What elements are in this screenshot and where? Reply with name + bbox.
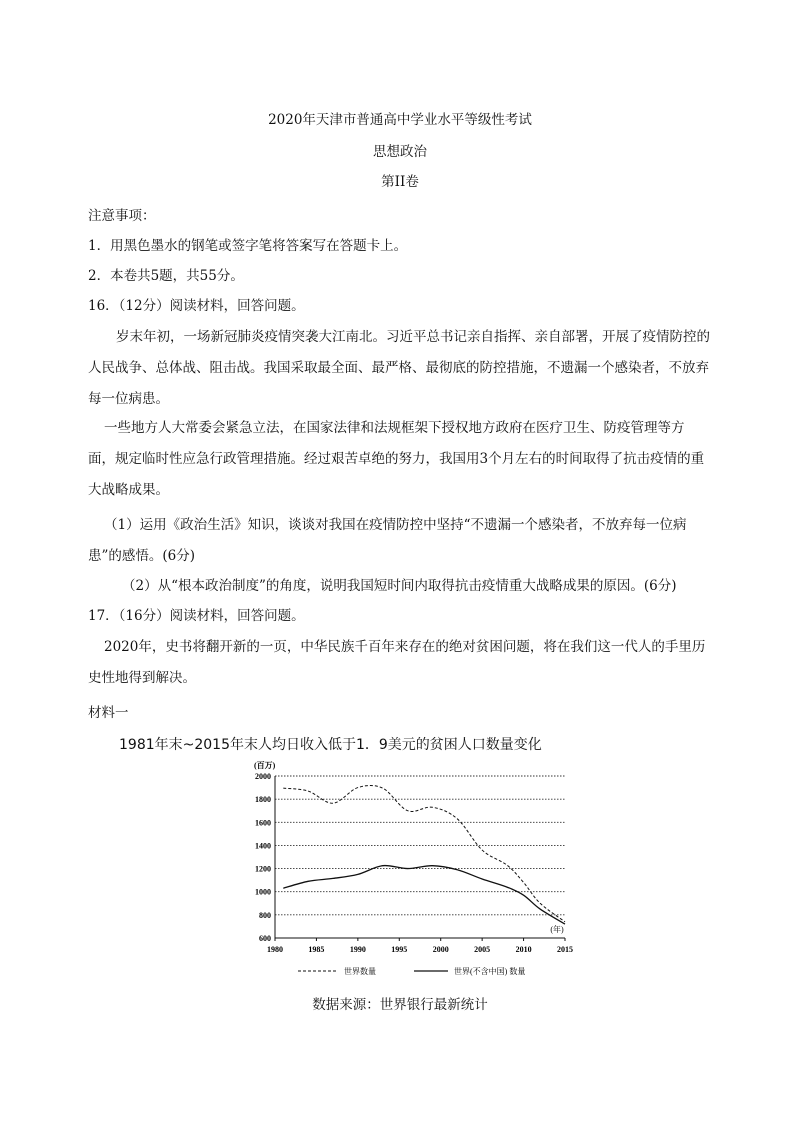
x-tick-label: 2000: [432, 945, 449, 954]
x-tick-label: 1985: [308, 945, 325, 954]
exam-volume: 第II卷: [381, 174, 419, 190]
legend-label-world-excl-china: 世界(不含中国) 数量: [454, 967, 526, 976]
x-axis-unit-label: (年): [550, 925, 564, 934]
poverty-line-chart: [240, 758, 580, 990]
x-tick-label: 2010: [515, 945, 532, 954]
q16-sub2: （2）从“根本政治制度”的角度，说明我国短时间内取得抗击疫情重大战略成果的原因。(6分): [122, 578, 677, 594]
y-tick-label: 1600: [255, 818, 271, 828]
note-item: 2．本卷共5题，共55分。: [88, 268, 244, 284]
legend-label-world: 世界数量: [344, 967, 376, 976]
q17-title: 17．（16分）阅读材料，回答问题。: [88, 608, 305, 624]
x-tick-label: 1995: [391, 945, 408, 954]
q16-paragraph-line: 人民战争、总体战、阻击战。我国采取最全面、最严格、最彻底的防控措施，不遗漏一个感染者，不放弃: [88, 360, 709, 376]
chart-title: 1981年末~2015年末人均日收入低于1．9美元的贫困人口数量变化: [119, 737, 542, 753]
series-line-world: [283, 785, 565, 921]
y-tick-label: 2000: [255, 772, 271, 781]
y-axis-unit-label: (百万): [254, 761, 276, 770]
y-tick-label: 600: [259, 934, 271, 943]
q16-sub1-line: 患”的感悟。(6分): [88, 548, 196, 564]
q16-paragraph-line: 岁末年初，一场新冠肺炎疫情突袭大江南北。习近平总书记亲自指挥、亲自部署，开展了疫情防控的: [116, 329, 710, 345]
material-label: 材料一: [88, 705, 129, 721]
data-source: 数据来源：世界银行最新统计: [312, 997, 488, 1013]
notes-heading: 注意事项：: [88, 208, 156, 224]
series-line-world-excl-china: [283, 866, 565, 925]
x-tick-label: 1980: [267, 945, 283, 954]
y-tick-label: 1800: [255, 795, 271, 805]
y-tick-label: 1400: [255, 841, 271, 851]
q17-paragraph-line: 2020年，史书将翻开新的一页，中华民族千百年来存在的绝对贫困问题，将在我们这一代人的手里历: [104, 639, 706, 655]
q17-paragraph-line: 史性地得到解决。: [88, 670, 196, 686]
x-tick-label: 2005: [474, 945, 491, 954]
x-tick-label: 1990: [349, 945, 366, 954]
q16-paragraph-line: 面，规定临时性应急行政管理措施。经过艰苦卓绝的努力，我国用3个月左右的时间取得了抗击疫情的重: [88, 451, 705, 467]
x-tick-label: 2015: [557, 945, 573, 954]
y-tick-label: 800: [259, 910, 271, 920]
q16-paragraph-line: 一些地方人大常委会紧急立法，在国家法律和法规框架下授权地方政府在医疗卫生、防疫管理等方: [104, 420, 685, 436]
exam-subject: 思想政治: [373, 144, 427, 160]
q16-paragraph-line: 大战略成果。: [88, 482, 169, 498]
y-tick-label: 1200: [255, 864, 271, 874]
q16-paragraph-line: 每一位病患。: [88, 391, 169, 407]
exam-title: 2020年天津市普通高中学业水平等级性考试: [268, 112, 532, 128]
q16-sub1-line: （1）运用《政治生活》知识，谈谈对我国在疫情防控中坚持“不遗漏一个感染者，不放弃每一位病: [104, 517, 687, 533]
q16-title: 16．（12分）阅读材料，回答问题。: [88, 298, 305, 314]
note-item: 1．用黑色墨水的钢笔或签字笔将答案写在答题卡上。: [88, 238, 408, 254]
y-tick-label: 1000: [255, 887, 271, 897]
